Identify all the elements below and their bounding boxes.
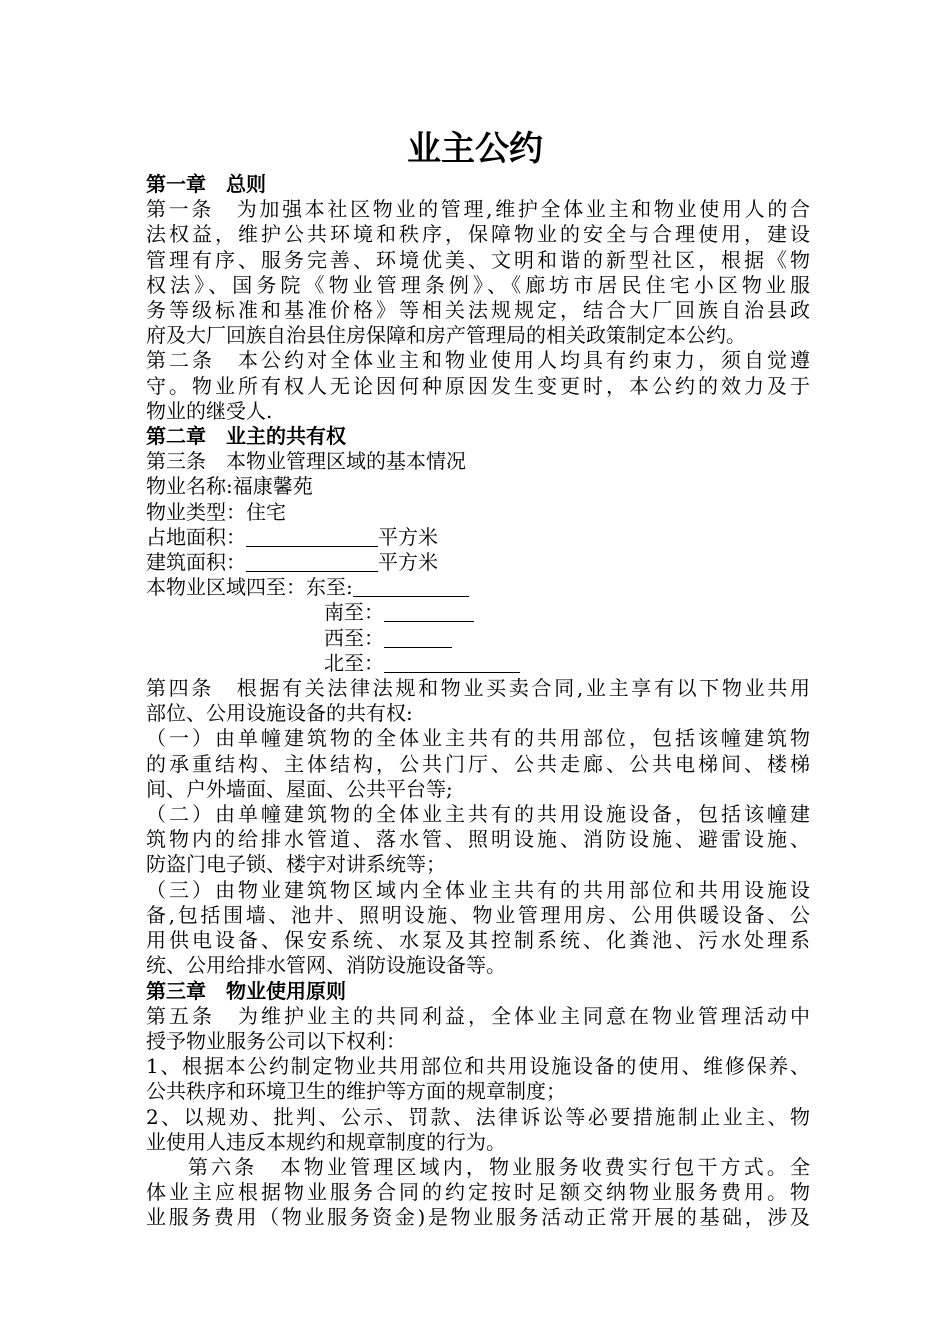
building-area-blank [246,551,378,572]
chapter-heading: 第一章 总则 [146,172,266,196]
paragraph-line: 防盗门电子锁、楼宇对讲系统等； [146,852,446,877]
boundary-east-label: 东至: [306,575,353,600]
paragraph-line: 第四条 根据有关法律法规和物业买卖合同,业主享有以下物业共用 [146,676,810,701]
paragraph-line: 业使用人违反本规约和规章制度的行为。 [146,1129,506,1154]
property-name: 物业名称:福康馨苑 [146,474,313,499]
paragraph-line: 法权益，维护公共环境和秩序，保障物业的安全与合理使用，建设 [146,222,810,247]
area-unit: 平方米 [378,550,438,575]
chapter-heading: 第二章 业主的共有权 [146,424,346,449]
boundary-north-row [146,651,810,676]
paragraph-line: （三）由物业建筑物区域内全体业主共有的共用部位和共用设施设 [146,877,810,902]
article-4 [146,676,810,978]
boundary-label: 本物业区域四至： [146,575,306,600]
paragraph-line: 管理有序、服务完善、环境优美、文明和谐的新型社区，根据《物 [146,247,810,272]
paragraph-line: 1、根据本公约制定物业共用部位和共用设施设备的使用、维修保养、 [146,1054,810,1079]
building-area-row [146,550,810,575]
document-body [146,172,810,1231]
article-3 [146,449,810,676]
paragraph-line: 第三条 本物业管理区域的基本情况 [146,449,466,474]
document-title: 业主公约 [407,129,543,169]
paragraph-line: 公共秩序和环境卫生的维护等方面的规章制度； [146,1079,566,1104]
paragraph-line: 第一条 为加强本社区物业的管理,维护全体业主和物业使用人的合 [146,197,810,222]
boundary-west-row [146,626,810,651]
boundary-east-row [146,575,810,600]
boundary-south-blank [384,601,474,622]
paragraph-line: 务等级标准和基准价格》等相关法规规定，结合大厂回族自治县政 [146,298,810,323]
boundary-south-row [146,600,810,625]
paragraph-line: 第六条 本物业管理区域内，物业服务收费实行包干方式。全 [188,1154,810,1179]
paragraph-line: 部位、公用设施设备的共有权: [146,701,413,726]
paragraph-line: 第二条 本公约对全体业主和物业使用人均具有约束力，须自觉遵 [146,348,810,373]
paragraph-line: 权法》、国务院《物业管理条例》、《廊坊市居民住宅小区物业服 [146,272,810,297]
article-5 [146,1004,810,1155]
boundary-west-label: 西至： [324,625,384,650]
article-1 [146,197,810,348]
paragraph-line: 备,包括围墙、池井、照明设施、物业管理用房、公用供暖设备、公 [146,902,810,927]
chapter-heading: 第三章 物业使用原则 [146,978,346,1003]
paragraph-line: 业服务费用（物业服务资金)是物业服务活动正常开展的基础，涉及 [146,1205,810,1230]
land-area-row [146,525,810,550]
property-type: 物业类型：住宅 [146,499,286,524]
boundary-south-label: 南至： [324,600,384,625]
paragraph-line: 授予物业服务公司以下权利： [146,1028,406,1053]
area-unit: 平方米 [378,524,438,549]
building-area-label: 建筑面积： [146,550,246,575]
article-2 [146,348,810,424]
land-area-blank [246,526,378,547]
paragraph-line: 第五条 为维护业主的共同利益，全体业主同意在物业管理活动中 [146,1003,810,1028]
paragraph-line: 的承重结构、主体结构，公共门厅、公共走廊、公共电梯间、楼梯 [146,751,810,776]
boundary-north-blank [384,652,520,673]
boundary-west-blank [384,627,452,648]
paragraph-line: （二）由单幢建筑物的全体业主共有的共用设施设备，包括该幢建 [146,802,810,827]
land-area-label: 占地面积： [146,524,246,549]
boundary-east-blank [353,576,469,597]
paragraph-line: 体业主应根据物业服务合同的约定按时足额交纳物业服务费用。物 [146,1180,810,1205]
paragraph-line: 守。物业所有权人无论因何种原因发生变更时，本公约的效力及于 [146,373,810,398]
paragraph-line: 2、以规劝、批判、公示、罚款、法律诉讼等必要措施制止业主、物 [146,1104,810,1129]
paragraph-line: 统、公用给排水管网、消防设施设备等。 [146,953,506,978]
paragraph-line: 用供电设备、保安系统、水泵及其控制系统、化粪池、污水处理系 [146,928,810,953]
article-6 [146,1155,810,1231]
paragraph-line: 物业的继受人. [146,398,273,423]
paragraph-line: 府及大厂回族自治县住房保障和房产管理局的相关政策制定本公约。 [146,323,746,348]
paragraph-line: （一）由单幢建筑物的全体业主共有的共用部位，包括该幢建筑物 [146,726,810,751]
paragraph-line: 间、户外墙面、屋面、公共平台等; [146,776,453,801]
paragraph-line: 筑物内的给排水管道、落水管、照明设施、消防设施、避雷设施、 [146,827,810,852]
boundary-north-label: 北至： [324,650,384,675]
